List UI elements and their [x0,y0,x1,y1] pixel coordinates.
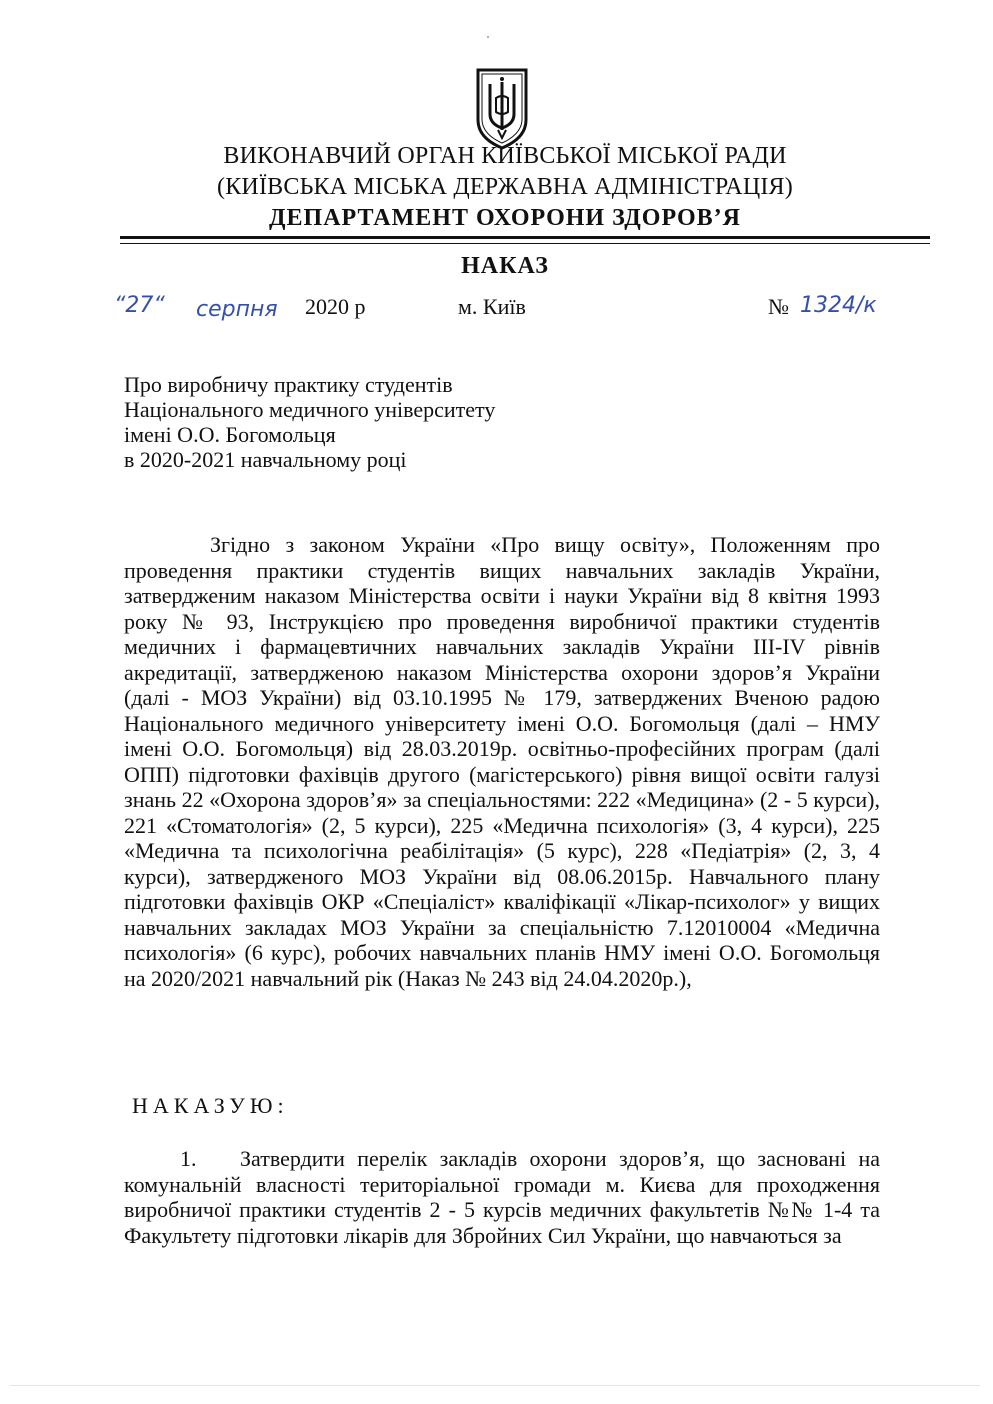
preamble-paragraph: Згідно з законом України «Про вищу освіту», Положенням про проведення практики студентів вищих навчальних закладів України, затвердженим наказом Міністерства освіти і науки України від 8 квітня 1993 року № 93, Інструкцією про проведення виробничої практики студентів медичних і фармацевтичних навчальних закладів України ІІІ-IV рівнів акредитації, затвердженою наказом Міністерства охорони здоров’я України (далі - МОЗ України) від 03.10.1995 № 179, затверджених Вченою радою Національного медичного університету імені О.О. Богомольця (далі – НМУ імені О.О. Богомольця) від 28.03.2019р. освітньо-професійних програм (далі ОПП) підготовки фахівців другого (магістерського) рівня вищої освіти галузі знань 22 «Охорона здоров’я» за спеціальностями: 222 «Медицина» (2 - 5 курси), 221 «Стоматологія» (2, 5 курси), 225 «Медична психологія» (3, 4 курси), 225 «Медична та психологічна реабілітація» (5 курс), 228 «Педіатрія» (2, 3, 4 курси), затвердженого МОЗ України від 08.06.2015р. Навчального плану підготовки фахівців ОКР «Спеціаліст» кваліфікації «Лікар-психолог» у вищих навчальних закладах МОЗ України за спеціальністю 7.12010004 «Медична психологія» (6 курс), робочих навчальних планів НМУ імені О.О. Богомольця на 2020/2021 навчальний рік (Наказ № 243 від 24.04.2020р.), [124,532,880,991]
document-title: НАКАЗ [461,253,549,279]
order-item-text: Затвердити перелік закладів охорони здоров’я, що засновані на комунальній власності територіальної громади м. Києва для проходження виробничої практики студентів 2 - 5 курсів медичних факультетів №№ 1-4 та Факультету підготовки лікарів для Збройних Сил України, що навчаються за [124,1146,880,1248]
department-name: ДЕПАРТАМЕНТ ОХОРОНИ ЗДОРОВ’Я [269,205,741,231]
order-year: 2020 р [305,294,366,319]
header-divider-thick [120,236,930,239]
order-item-paragraph [124,1146,880,1248]
handwritten-order-number: 1324/к [800,293,877,318]
handwritten-date-day: “27“ [114,293,165,318]
order-number-label: № [768,294,789,319]
subject-line: в 2020-2021 навчальному році [124,447,407,472]
order-item [124,1146,880,1248]
handwritten-date-month: серпня [196,297,278,322]
issuer-subname: (КИЇВСЬКА МІСЬКА ДЕРЖАВНА АДМІНІСТРАЦІЯ) [217,174,793,200]
trident-coat-of-arms-icon [474,68,530,150]
issuer-name: ВИКОНАВЧИЙ ОРГАН КИЇВСЬКОЇ МІСЬКОЇ РАДИ [223,143,787,169]
order-subject [124,372,495,472]
order-city: м. Київ [458,294,526,319]
scan-edge-line [10,1385,980,1386]
scan-speck [487,36,489,38]
subject-line: Про виробничу практику студентів [124,372,453,397]
preamble-block [124,532,880,991]
order-heading: НАКАЗУЮ: [132,1093,289,1118]
subject-line: Національного медичного університету [124,397,496,422]
subject-line: імені О.О. Богомольця [124,422,336,447]
order-item-number: 1. [180,1146,197,1171]
header-divider-thin [120,243,930,244]
